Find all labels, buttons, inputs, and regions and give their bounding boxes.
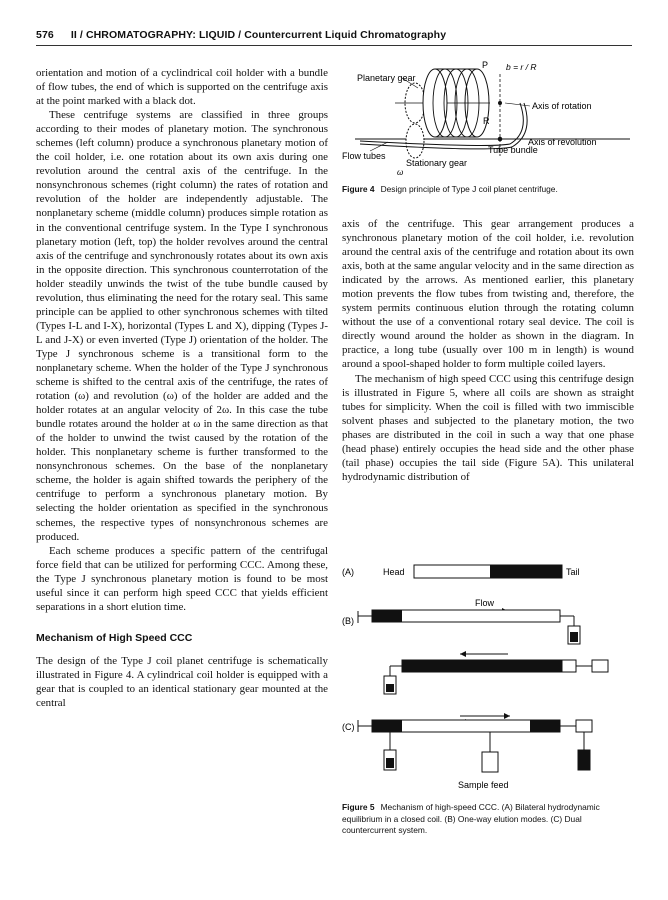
head-label: Head (383, 567, 405, 577)
sample-feed-label: Sample feed (458, 780, 509, 790)
figure-5-caption (342, 802, 634, 837)
caption-text: Design principle of Type J coil planet centrifuge. (380, 184, 558, 194)
section-heading: Mechanism of High Speed CCC (36, 631, 193, 644)
caption-label: Figure 5 (342, 802, 375, 812)
figure-4-caption (342, 184, 637, 196)
R-label: R (483, 116, 490, 126)
paragraph: The design of the Type J coil planet centrifuge is schematically illustrated in Figure 4. A cylindrical coil holder is equipped with a gear that is coupled to an identical stationary gear mounted at the central (36, 654, 328, 710)
P-label: P (482, 60, 489, 70)
formula: b = r / R (506, 62, 537, 72)
page-number: 576 (36, 29, 54, 41)
panel-c-label: (C) (342, 722, 355, 732)
paragraph: These centrifuge systems are classified in three groups according to their modes of planetary motion. The synchronous schemes (left column) produce a synchronous planetary motion of the coil holder, i.e. one rotation about its own axis during one revolution around the central axis of the centrifuge. In the nonsynchronous schemes (right column) the rates of rotation and revolution of the holder are independently adjustable. The nonplanetary scheme (middle column) produces simple rotation as in the conventional centrifuge system. In the Type I synchronous planetary motion (left, top) the holder revolves around the central axis of the centrifuge and synchronously rotates about its own axis in the opposite direction. This synchronous counterrotation of the holder steadily unwinds the twist of the tube bundle caused by revolution, thus eliminating the need for the rotary seal. This same principle can be applied to other synchronous schemes with tilted (Types I-L and I-X), horizontal (Types L and X), dipping (Types J-L and J-X) or even inverted (Type J) orientation of the holder. The Type J synchronous scheme is a transitional form to the nonplanetary scheme. When the holder of the Type J synchronous scheme is shifted to the central axis of the centrifuge, the rates of rotation (ω) and revolution (ω) of the holder are added and the holder rotates at an angular velocity of 2ω. In this case the tube bundle rotates around the holder at ω in the same direction as that of the holder to unwind the twist caused by the rotation of the holder. This nonplanetary scheme is further transformed to the nonsynchronous schemes. On the base of the nonplanetary scheme, the holder is again shifted towards the periphery of the centrifuge to perform a synchronous planetary motion. By selecting the holder orientation as specified in the synchronous schemes, the respective types of nonsynchronous schemes are produced. (36, 109, 328, 543)
header-rule (36, 45, 632, 46)
caption-label: Figure 4 (342, 184, 375, 194)
omega-label: ω (397, 168, 404, 177)
stationary-gear-label: Stationary gear (406, 158, 468, 168)
axis-revolution-label: Axis of revolution (528, 137, 597, 147)
axis-rotation-label: Axis of rotation (532, 101, 592, 111)
tail-label: Tail (566, 567, 580, 577)
paragraph: orientation and motion of a cyclindrical coil holder with a bundle of flow tubes, the end of which is supported on the centrifuge axis at the point marked with a black dot. (36, 67, 328, 108)
coil-holder-front (423, 69, 447, 137)
figure-4-diagram (340, 56, 640, 180)
coil-b2 (402, 660, 576, 672)
flow-label: Flow (475, 598, 495, 608)
tube-bundle-label: Tube bundle (488, 145, 538, 155)
flow-tubes-label: Flow tubes (342, 151, 386, 161)
tail-phase-a (490, 565, 562, 578)
panel-a-label: (A) (342, 567, 354, 577)
paragraph: Each scheme produces a specific pattern of the centrifugal force field that can be utilized for performing CCC. Among these, the Type J synchronous planetary motion is found to be most useful since it can perform high speed CCC that yields efficient separations in a short elution time. (36, 544, 328, 613)
left-column (36, 66, 328, 710)
right-column (342, 217, 634, 484)
stationary-gear (406, 124, 424, 158)
figure-5-diagram (340, 556, 640, 798)
paragraph: The mechanism of high speed CCC using this centrifuge design is illustrated in Figure 5, where all coils are shown as straight tubes for simplicity. When the coil is filled with two immiscible solvent phases and subjected to the planetary motion, the two phases are distributed in the coil in such a way that one phase (head phase) entirely occupies the head side and the other phase (tail phase) occupies the tail side (Figure 5A). This unilateral hydrodynamic distribution of (342, 372, 634, 483)
planetary-gear-label: Planetary gear (357, 73, 416, 83)
panel-b-label: (B) (342, 616, 354, 626)
paragraph: axis of the centrifuge. This gear arrangement produces a synchronous planetary motion of the coil holder, i.e. revolution around the central axis of the centrifuge and rotation about its own axis, both at the same angular velocity and in the same direction as indicated by the arrows. As mentioned earlier, this planetary motion prevents the flow tubes from twisting and, therefore, the system permits continuous elution through the rotating column without the use of a conventional rotary seal device. The coil is directly wound around the holder as shown in the diagram. In practice, a long tube (usually over 100 m in length) is wound around a spool-shaped holder to form multiple coiled layers. (342, 218, 634, 371)
running-title: II / CHROMATOGRAPHY: LIQUID / Countercurrent Liquid Chromatography (70, 29, 447, 41)
caption-text: Mechanism of high-speed CCC. (A) Bilateral hydrodynamic equilibrium in a closed coil. (B) One-way elution modes. (C) Dual countercurrent system. (342, 802, 600, 835)
running-header (36, 29, 632, 41)
